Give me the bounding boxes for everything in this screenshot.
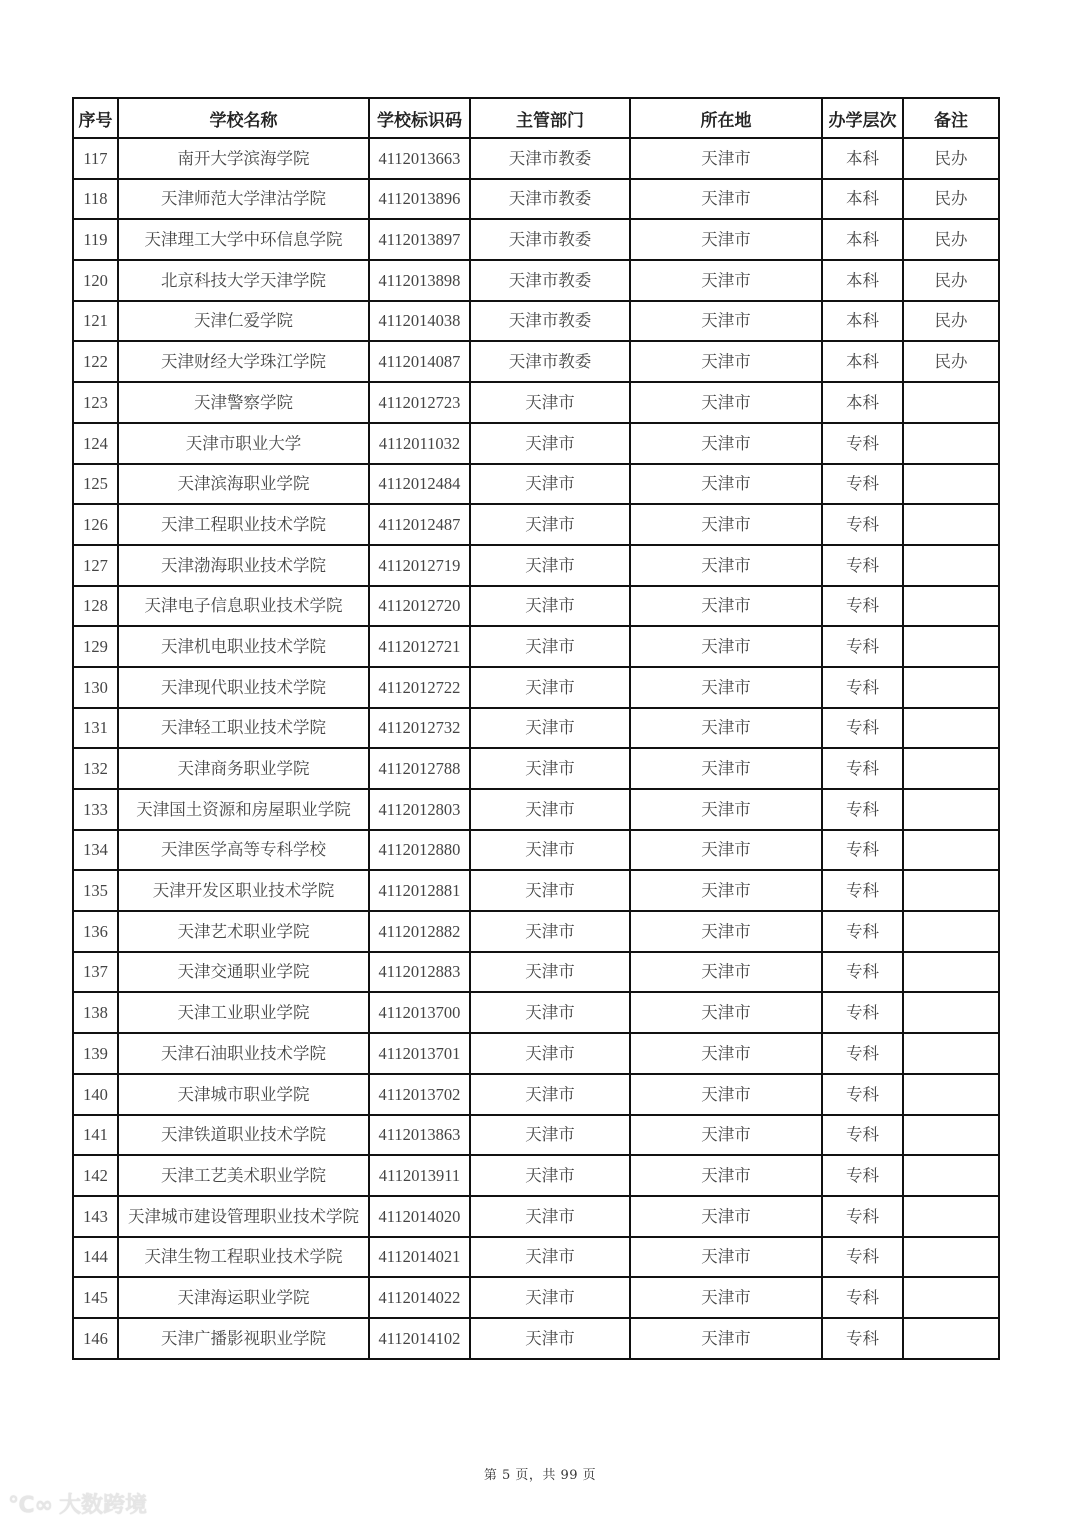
location: 天津市 [630, 382, 822, 423]
remarks [903, 626, 999, 667]
authority: 天津市 [470, 911, 630, 952]
school-name: 天津生物工程职业技术学院 [118, 1237, 369, 1278]
remarks [903, 464, 999, 505]
location: 天津市 [630, 138, 822, 179]
remarks [903, 748, 999, 789]
school-code: 4112012722 [369, 667, 470, 708]
remarks [903, 1237, 999, 1278]
table-row [73, 992, 999, 1033]
table-row [73, 667, 999, 708]
remarks: 民办 [903, 341, 999, 382]
authority: 天津市 [470, 464, 630, 505]
authority: 天津市 [470, 1115, 630, 1156]
row-index: 146 [73, 1318, 118, 1359]
school-name: 北京科技大学天津学院 [118, 260, 369, 301]
remarks [903, 1155, 999, 1196]
authority: 天津市 [470, 748, 630, 789]
row-index: 125 [73, 464, 118, 505]
school-name: 天津城市建设管理职业技术学院 [118, 1196, 369, 1237]
remarks: 民办 [903, 260, 999, 301]
table-row [73, 423, 999, 464]
table-body [73, 138, 999, 1359]
level: 专科 [822, 423, 903, 464]
level: 专科 [822, 1074, 903, 1115]
row-index: 136 [73, 911, 118, 952]
authority: 天津市 [470, 952, 630, 993]
table-row [73, 504, 999, 545]
table-header-row [73, 98, 999, 138]
table-row [73, 301, 999, 342]
remarks [903, 1074, 999, 1115]
location: 天津市 [630, 870, 822, 911]
location: 天津市 [630, 464, 822, 505]
school-code: 4112013898 [369, 260, 470, 301]
authority: 天津市 [470, 789, 630, 830]
row-index: 134 [73, 830, 118, 871]
location: 天津市 [630, 545, 822, 586]
location: 天津市 [630, 1196, 822, 1237]
school-name: 南开大学滨海学院 [118, 138, 369, 179]
school-name: 天津警察学院 [118, 382, 369, 423]
remarks [903, 870, 999, 911]
level: 本科 [822, 179, 903, 220]
location: 天津市 [630, 748, 822, 789]
level: 专科 [822, 1237, 903, 1278]
location: 天津市 [630, 301, 822, 342]
location: 天津市 [630, 1155, 822, 1196]
level: 专科 [822, 830, 903, 871]
school-code: 4112014102 [369, 1318, 470, 1359]
table-row [73, 1237, 999, 1278]
school-code: 4112013702 [369, 1074, 470, 1115]
authority: 天津市 [470, 1033, 630, 1074]
authority: 天津市 [470, 870, 630, 911]
school-name: 天津现代职业技术学院 [118, 667, 369, 708]
level: 专科 [822, 464, 903, 505]
row-index: 132 [73, 748, 118, 789]
level: 专科 [822, 789, 903, 830]
authority: 天津市 [470, 1074, 630, 1115]
table-row [73, 341, 999, 382]
authority: 天津市教委 [470, 179, 630, 220]
remarks [903, 830, 999, 871]
authority: 天津市教委 [470, 219, 630, 260]
school-name: 天津广播影视职业学院 [118, 1318, 369, 1359]
school-code: 4112012881 [369, 870, 470, 911]
table-row [73, 1196, 999, 1237]
school-code: 4112013911 [369, 1155, 470, 1196]
authority: 天津市 [470, 1196, 630, 1237]
level: 专科 [822, 1277, 903, 1318]
row-index: 142 [73, 1155, 118, 1196]
location: 天津市 [630, 423, 822, 464]
authority: 天津市教委 [470, 138, 630, 179]
school-name: 天津财经大学珠江学院 [118, 341, 369, 382]
row-index: 138 [73, 992, 118, 1033]
row-index: 119 [73, 219, 118, 260]
remarks [903, 1196, 999, 1237]
authority: 天津市 [470, 626, 630, 667]
location: 天津市 [630, 1277, 822, 1318]
school-list-table [72, 97, 1000, 1360]
location: 天津市 [630, 1115, 822, 1156]
location: 天津市 [630, 504, 822, 545]
row-index: 130 [73, 667, 118, 708]
school-code: 4112012720 [369, 586, 470, 627]
location: 天津市 [630, 586, 822, 627]
row-index: 122 [73, 341, 118, 382]
table-row [73, 1033, 999, 1074]
table-row [73, 179, 999, 220]
watermark-text: 大数跨境 [58, 1493, 147, 1518]
school-name: 天津国土资源和房屋职业学院 [118, 789, 369, 830]
school-code: 4112013863 [369, 1115, 470, 1156]
school-code: 4112013896 [369, 179, 470, 220]
school-name: 天津石油职业技术学院 [118, 1033, 369, 1074]
header-school-code: 学校标识码 [369, 98, 470, 138]
level: 本科 [822, 219, 903, 260]
level: 专科 [822, 708, 903, 749]
table-row [73, 870, 999, 911]
level: 专科 [822, 870, 903, 911]
school-name: 天津开发区职业技术学院 [118, 870, 369, 911]
school-code: 4112014022 [369, 1277, 470, 1318]
authority: 天津市 [470, 830, 630, 871]
level: 专科 [822, 1318, 903, 1359]
location: 天津市 [630, 789, 822, 830]
row-index: 137 [73, 952, 118, 993]
remarks: 民办 [903, 301, 999, 342]
school-code: 4112013700 [369, 992, 470, 1033]
remarks: 民办 [903, 138, 999, 179]
table-row [73, 830, 999, 871]
authority: 天津市 [470, 545, 630, 586]
school-name: 天津电子信息职业技术学院 [118, 586, 369, 627]
level: 专科 [822, 992, 903, 1033]
table-row [73, 586, 999, 627]
row-index: 127 [73, 545, 118, 586]
school-name: 天津商务职业学院 [118, 748, 369, 789]
location: 天津市 [630, 1318, 822, 1359]
row-index: 145 [73, 1277, 118, 1318]
remarks [903, 911, 999, 952]
page-number: 第 5 页，共 99 页 [483, 1468, 597, 1483]
school-name: 天津市职业大学 [118, 423, 369, 464]
level: 专科 [822, 1155, 903, 1196]
school-code: 4112013701 [369, 1033, 470, 1074]
location: 天津市 [630, 911, 822, 952]
table-row [73, 260, 999, 301]
row-index: 141 [73, 1115, 118, 1156]
remarks [903, 992, 999, 1033]
location: 天津市 [630, 830, 822, 871]
authority: 天津市 [470, 708, 630, 749]
row-index: 123 [73, 382, 118, 423]
header-level: 办学层次 [822, 98, 903, 138]
row-index: 129 [73, 626, 118, 667]
row-index: 118 [73, 179, 118, 220]
remarks: 民办 [903, 179, 999, 220]
table-row [73, 952, 999, 993]
level: 专科 [822, 952, 903, 993]
level: 专科 [822, 586, 903, 627]
row-index: 126 [73, 504, 118, 545]
row-index: 120 [73, 260, 118, 301]
school-name: 天津海运职业学院 [118, 1277, 369, 1318]
school-code: 4112011032 [369, 423, 470, 464]
location: 天津市 [630, 1074, 822, 1115]
authority: 天津市 [470, 423, 630, 464]
location: 天津市 [630, 179, 822, 220]
level: 本科 [822, 382, 903, 423]
table-row [73, 748, 999, 789]
school-name: 天津轻工职业技术学院 [118, 708, 369, 749]
level: 专科 [822, 545, 903, 586]
table-row [73, 219, 999, 260]
level: 专科 [822, 667, 903, 708]
remarks [903, 789, 999, 830]
watermark-logo-icon: ℃∞ [8, 1493, 53, 1518]
row-index: 124 [73, 423, 118, 464]
remarks [903, 1318, 999, 1359]
location: 天津市 [630, 952, 822, 993]
school-code: 4112013663 [369, 138, 470, 179]
school-name: 天津医学高等专科学校 [118, 830, 369, 871]
school-name: 天津城市职业学院 [118, 1074, 369, 1115]
table-row [73, 1318, 999, 1359]
remarks [903, 586, 999, 627]
row-index: 128 [73, 586, 118, 627]
table-row [73, 545, 999, 586]
remarks [903, 667, 999, 708]
row-index: 139 [73, 1033, 118, 1074]
level: 专科 [822, 911, 903, 952]
header-authority: 主管部门 [470, 98, 630, 138]
location: 天津市 [630, 667, 822, 708]
table-row [73, 138, 999, 179]
level: 专科 [822, 1196, 903, 1237]
row-index: 143 [73, 1196, 118, 1237]
school-name: 天津理工大学中环信息学院 [118, 219, 369, 260]
authority: 天津市 [470, 1318, 630, 1359]
level: 专科 [822, 748, 903, 789]
remarks: 民办 [903, 219, 999, 260]
remarks [903, 423, 999, 464]
authority: 天津市教委 [470, 301, 630, 342]
remarks [903, 1115, 999, 1156]
school-code: 4112013897 [369, 219, 470, 260]
level: 专科 [822, 626, 903, 667]
school-name: 天津艺术职业学院 [118, 911, 369, 952]
school-name: 天津交通职业学院 [118, 952, 369, 993]
authority: 天津市 [470, 586, 630, 627]
school-code: 4112014038 [369, 301, 470, 342]
school-code: 4112012487 [369, 504, 470, 545]
school-name: 天津工业职业学院 [118, 992, 369, 1033]
watermark [8, 1488, 147, 1519]
remarks [903, 504, 999, 545]
school-code: 4112012788 [369, 748, 470, 789]
school-name: 天津机电职业技术学院 [118, 626, 369, 667]
level: 本科 [822, 301, 903, 342]
school-name: 天津工程职业技术学院 [118, 504, 369, 545]
authority: 天津市教委 [470, 341, 630, 382]
remarks [903, 1033, 999, 1074]
remarks [903, 1277, 999, 1318]
school-code: 4112012723 [369, 382, 470, 423]
row-index: 131 [73, 708, 118, 749]
location: 天津市 [630, 341, 822, 382]
location: 天津市 [630, 992, 822, 1033]
level: 本科 [822, 138, 903, 179]
remarks [903, 708, 999, 749]
school-name: 天津仁爱学院 [118, 301, 369, 342]
authority: 天津市教委 [470, 260, 630, 301]
level: 专科 [822, 1115, 903, 1156]
table-row [73, 626, 999, 667]
table-row [73, 708, 999, 749]
level: 专科 [822, 504, 903, 545]
school-name: 天津师范大学津沽学院 [118, 179, 369, 220]
school-name: 天津滨海职业学院 [118, 464, 369, 505]
header-index: 序号 [73, 98, 118, 138]
remarks [903, 545, 999, 586]
table-row [73, 1155, 999, 1196]
header-location: 所在地 [630, 98, 822, 138]
row-index: 121 [73, 301, 118, 342]
authority: 天津市 [470, 1237, 630, 1278]
table-row [73, 1115, 999, 1156]
school-code: 4112014021 [369, 1237, 470, 1278]
table-row [73, 464, 999, 505]
school-name: 天津铁道职业技术学院 [118, 1115, 369, 1156]
row-index: 117 [73, 138, 118, 179]
level: 专科 [822, 1033, 903, 1074]
level: 本科 [822, 341, 903, 382]
school-name: 天津工艺美术职业学院 [118, 1155, 369, 1196]
school-code: 4112012721 [369, 626, 470, 667]
school-code: 4112012719 [369, 545, 470, 586]
authority: 天津市 [470, 667, 630, 708]
school-code: 4112012882 [369, 911, 470, 952]
table-row [73, 1277, 999, 1318]
authority: 天津市 [470, 992, 630, 1033]
row-index: 133 [73, 789, 118, 830]
school-code: 4112014020 [369, 1196, 470, 1237]
school-code: 4112012484 [369, 464, 470, 505]
table-row [73, 789, 999, 830]
school-code: 4112012803 [369, 789, 470, 830]
level: 本科 [822, 260, 903, 301]
school-code: 4112012880 [369, 830, 470, 871]
authority: 天津市 [470, 1155, 630, 1196]
table-row [73, 911, 999, 952]
location: 天津市 [630, 260, 822, 301]
authority: 天津市 [470, 1277, 630, 1318]
location: 天津市 [630, 219, 822, 260]
school-name: 天津渤海职业技术学院 [118, 545, 369, 586]
row-index: 135 [73, 870, 118, 911]
row-index: 144 [73, 1237, 118, 1278]
authority: 天津市 [470, 382, 630, 423]
location: 天津市 [630, 1237, 822, 1278]
header-school-name: 学校名称 [118, 98, 369, 138]
location: 天津市 [630, 626, 822, 667]
remarks [903, 952, 999, 993]
table-row [73, 1074, 999, 1115]
school-code: 4112014087 [369, 341, 470, 382]
authority: 天津市 [470, 504, 630, 545]
remarks [903, 382, 999, 423]
row-index: 140 [73, 1074, 118, 1115]
school-code: 4112012732 [369, 708, 470, 749]
location: 天津市 [630, 708, 822, 749]
table-row [73, 382, 999, 423]
school-code: 4112012883 [369, 952, 470, 993]
header-remarks: 备注 [903, 98, 999, 138]
location: 天津市 [630, 1033, 822, 1074]
